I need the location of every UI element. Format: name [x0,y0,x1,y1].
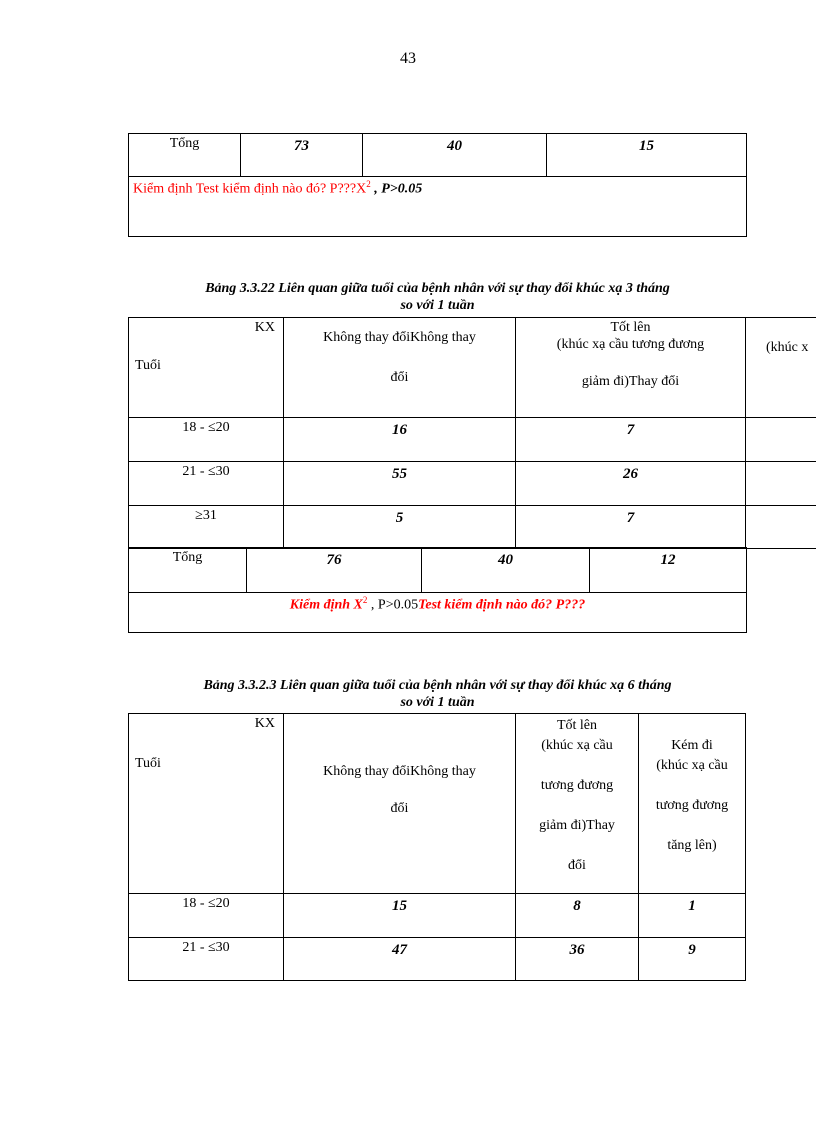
value-cell: 15 [284,894,516,938]
total-value-cell: 40 [363,134,547,177]
header-better: Tốt lên (khúc xạ cầu tương đương giảm đi)Thay đổi [516,714,639,894]
total-value-cell: 40 [422,548,590,593]
age-cell: 18 - ≤20 [129,418,284,462]
value-cell [746,462,816,506]
header-worse: Kém đi (khúc xạ cầu tương đương tăng lên) [639,714,746,894]
age-cell: 21 - ≤30 [129,462,284,506]
age-cell: 21 - ≤30 [129,938,284,981]
table-1 [128,133,747,237]
header-better: Tốt lên (khúc xạ cầu tương đương giảm đi)Thay đổi [516,318,746,418]
value-cell: 7 [516,418,746,462]
test-note-cell: Kiểm định Test kiểm định nào đó? $P???X^2$ , P>0.05 [129,177,747,237]
value-cell: 26 [516,462,746,506]
total-value-cell: 12 [590,548,747,593]
header-corner-cell: KX Tuổi [129,714,284,894]
value-cell [746,506,816,549]
total-label-cell: Tổng [129,548,247,593]
total-value-cell: 73 [241,134,363,177]
value-cell: 16 [284,418,516,462]
table-3 [128,713,746,981]
header-no-change: Không thay đổiKhông thay đổi [284,714,516,894]
value-cell: 9 [639,938,746,981]
value-cell: 5 [284,506,516,549]
total-value-cell: 15 [547,134,747,177]
header-no-change: Không thay đổiKhông thay đổi [284,318,516,418]
value-cell: 8 [516,894,639,938]
value-cell [746,418,816,462]
page-number: 43 [400,50,416,67]
age-cell: ≥31 [129,506,284,549]
age-cell: 18 - ≤20 [129,894,284,938]
total-value-cell: 76 [247,548,422,593]
table-2-caption: Bảng 3.3.22 Liên quan giữa tuổi của bệnh nhân với sự thay đổi khúc xạ 3 tháng so với 1 tuần [205,281,670,313]
total-label-cell: Tổng [129,134,241,177]
value-cell: 7 [516,506,746,549]
value-cell: 36 [516,938,639,981]
table-2-totals [128,547,747,633]
table-2 [128,317,816,549]
value-cell: 47 [284,938,516,981]
header-worse-partial: (khúc x [746,318,816,418]
test-note-cell: Kiểm định $X^2$ , P>0.05Test kiểm định nào đó? P??? [129,593,747,633]
table-3-caption: Bảng 3.3.2.3 Liên quan giữa tuổi của bệnh nhân với sự thay đổi khúc xạ 6 tháng so với 1 tuần [203,678,672,710]
value-cell: 55 [284,462,516,506]
value-cell: 1 [639,894,746,938]
header-corner-cell: KX Tuổi [129,318,284,418]
